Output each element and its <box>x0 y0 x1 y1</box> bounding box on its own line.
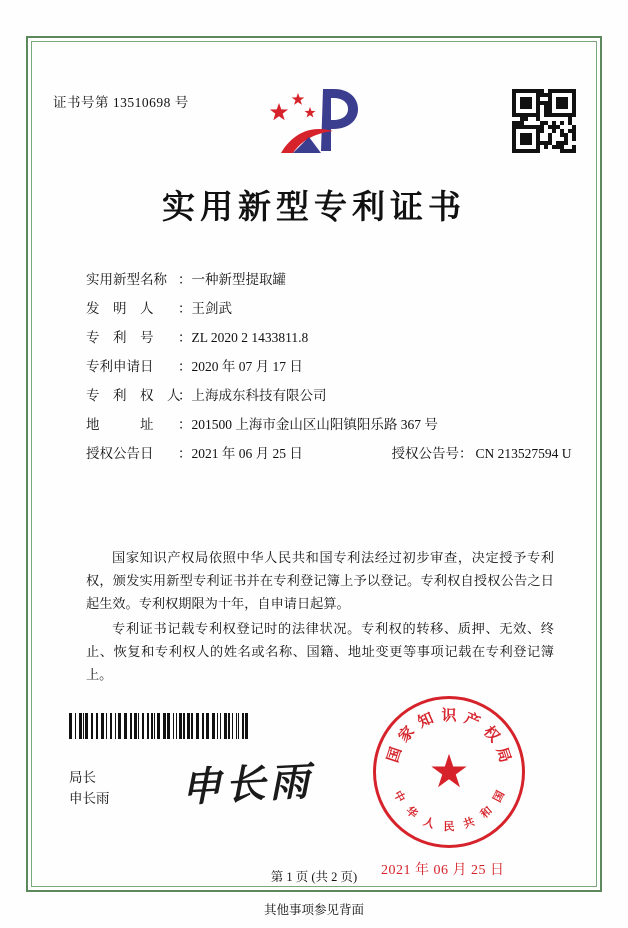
page-title: 实用新型专利证书 <box>162 187 466 226</box>
certificate-content <box>31 41 597 887</box>
certificate-number: 证书号第 13510698 号 <box>53 95 189 110</box>
qr-code-icon <box>512 89 576 153</box>
field-value: 上海成东科技有限公司 <box>191 388 327 403</box>
field-colon: ： <box>178 272 192 287</box>
field-list <box>86 272 572 476</box>
paragraph-1: 国家知识产权局依照中华人民共和国专利法经过初步审查，决定授予专利权，颁发实用新型专利证书并在专利登记簿上予以登记。专利权自授权公告之日起生效。专利权期限为十年，自申请日起算。 <box>86 550 554 611</box>
field-label: 实用新型名称 <box>86 272 167 287</box>
field-value-announcement-no: CN 213527594 U <box>475 446 572 461</box>
field-colon: ： <box>178 388 192 403</box>
field-label: 发 明 人 <box>86 301 154 316</box>
field-value: 2020 年 07 月 17 日 <box>191 359 303 374</box>
field-value-grant-date: 2021 年 06 月 25 日 <box>191 446 303 461</box>
field-value: ZL 2020 2 1433811.8 <box>191 330 309 345</box>
signature-handwriting: 申长雨 <box>180 757 315 812</box>
field-row-patentee <box>86 389 556 403</box>
back-note: 其他事项参见背面 <box>263 903 364 917</box>
field-colon: ： <box>178 330 192 345</box>
seal-date: 2021 年 06 月 25 日 <box>381 863 505 878</box>
paragraph-2: 专利证书记载专利权登记时的法律状况。专利权的转移、质押、无效、终止、恢复和专利权人的姓名或名称、国籍、地址变更等事项记载在专利登记簿上。 <box>86 621 554 682</box>
legal-text <box>86 546 554 688</box>
field-row-application-date <box>86 360 556 374</box>
seal-emblem-icon: ★ <box>428 746 470 797</box>
field-colon: ： <box>178 446 192 461</box>
field-row-address <box>86 418 556 432</box>
page-number: 第 1 页 (共 2 页) <box>270 870 358 884</box>
official-seal <box>373 696 525 848</box>
field-label: 专 利 号 <box>86 330 154 345</box>
field-colon: ： <box>178 301 192 316</box>
field-value: 一种新型提取罐 <box>191 272 286 287</box>
field-row-inventor <box>86 302 556 316</box>
seal-text: 国 家 知 识 产 权 局 中 华 人 民 共 和 国 <box>385 708 513 833</box>
field-colon: ： <box>178 417 192 432</box>
field-value: 王剑武 <box>191 301 232 316</box>
barcode-icon <box>69 713 249 739</box>
field-value: 201500 上海市金山区山阳镇阳乐路 367 号 <box>191 417 438 432</box>
signature-labels <box>69 767 110 809</box>
field-label: 专利申请日 <box>86 359 154 374</box>
cnipa-logo-icon <box>263 81 373 161</box>
field-row-patent-number <box>86 331 556 345</box>
field-label: 地 址 <box>86 417 154 432</box>
field-row-name <box>86 273 556 287</box>
director-title: 局长 <box>69 770 96 785</box>
field-row-grant-announcement <box>86 446 572 461</box>
director-name: 申长雨 <box>69 791 110 806</box>
field-label: 授权公告日 <box>86 446 154 461</box>
field-sublabel-announcement-no: 授权公告号： <box>391 446 473 461</box>
field-label: 专 利 权 人 <box>86 388 181 403</box>
field-colon: ： <box>178 359 192 374</box>
